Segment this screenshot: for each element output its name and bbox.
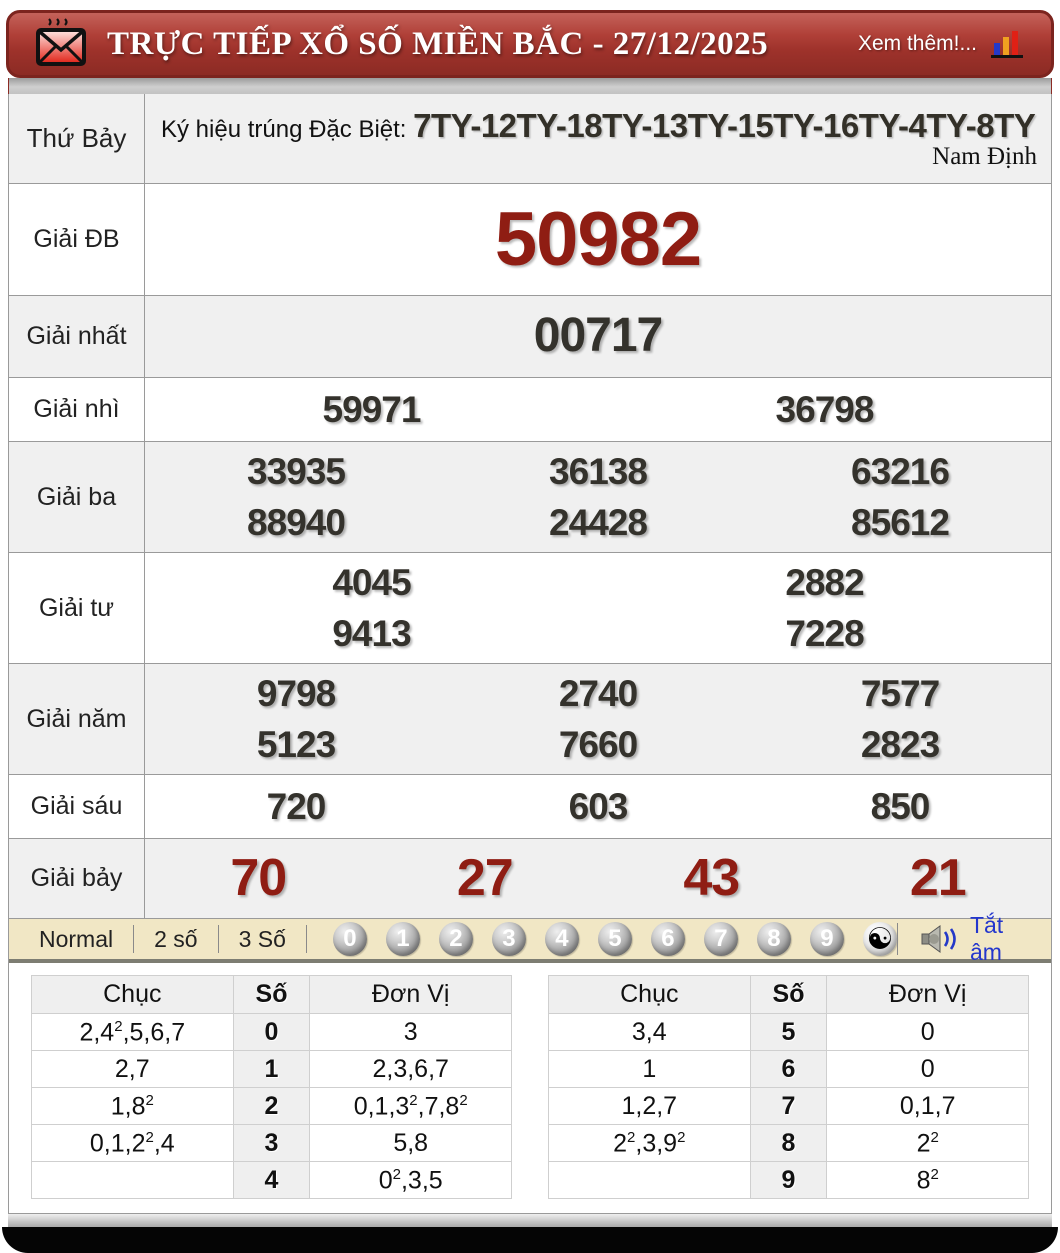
prize-number: 21: [909, 848, 966, 907]
donvi-cell: $2^2$: [827, 1125, 1029, 1162]
stats-row-7: [549, 1088, 1029, 1125]
header-bar: [6, 10, 1054, 78]
stats-row-2: [32, 1088, 512, 1125]
header-chuc: Chục: [549, 976, 751, 1014]
prize-number: 2823: [860, 724, 940, 766]
so-cell: 5: [750, 1014, 827, 1051]
donvi-cell: 0: [827, 1051, 1029, 1088]
prize-values: [145, 553, 1051, 663]
digit-ball-2[interactable]: 2: [439, 922, 473, 956]
results-panel: [8, 94, 1052, 1214]
prize-number: 70: [230, 848, 287, 907]
chuc-cell: 2,7: [32, 1051, 234, 1088]
prize-number: 43: [683, 848, 740, 907]
chuc-cell: $2^2,3,9^2$: [549, 1125, 751, 1162]
prize-label: Giải ĐB: [9, 184, 145, 295]
stats-row-5: [549, 1014, 1029, 1051]
value-line: [145, 305, 1051, 367]
stats-row-0: [32, 1014, 512, 1051]
donvi-cell: 0: [827, 1014, 1029, 1051]
chuc-cell: 0,1,2$^2$,4: [32, 1125, 234, 1162]
stats-table-right: [548, 975, 1029, 1199]
special-sign-label: Ký hiệu trúng Đặc Biệt:: [161, 116, 414, 143]
value-line: [145, 557, 1051, 608]
digit-ball-8[interactable]: 8: [757, 922, 791, 956]
so-cell: 3: [233, 1125, 310, 1162]
donvi-cell: 0,1,7: [827, 1088, 1029, 1125]
draw-info-row: [9, 94, 1051, 184]
donvi-cell: 2,3,6,7: [310, 1051, 512, 1088]
chuc-cell: 3,4: [549, 1014, 751, 1051]
prize-label: Giải bảy: [9, 839, 145, 918]
mode-normal[interactable]: Normal: [39, 925, 114, 952]
digit-balls: [333, 922, 897, 956]
mode-3-so[interactable]: 3 Số: [238, 925, 286, 952]
prize-label: Giải nhì: [9, 378, 145, 441]
prize-number: 850: [870, 785, 930, 827]
donvi-cell: $0^2,3,5$: [310, 1162, 512, 1199]
prize-label: Giải sáu: [9, 775, 145, 838]
prize-row-giai-nam: [9, 664, 1051, 775]
special-sign-cell: [145, 94, 1051, 183]
digit-ball-4[interactable]: 4: [545, 922, 579, 956]
prize-label: Giải tư: [9, 553, 145, 663]
page-title: TRỰC TIẾP XỔ SỐ MIỀN BẮC - 27/12/2025: [107, 25, 769, 62]
mute-label: Tắt âm: [969, 912, 1004, 966]
province-name: Nam Định: [932, 142, 1037, 170]
prize-values: [145, 184, 1051, 295]
prize-values: [145, 296, 1051, 377]
so-cell: 9: [750, 1162, 827, 1199]
yin-yang-icon[interactable]: ☯: [863, 922, 897, 956]
stats-row-3: [32, 1125, 512, 1162]
footer-bar: [2, 1227, 1058, 1253]
prize-number: 7660: [558, 724, 638, 766]
prize-number: 2740: [558, 673, 638, 715]
prize-row-giai-sau: [9, 775, 1051, 839]
prize-values: [145, 664, 1051, 774]
chuc-cell: $1,8^2$: [32, 1088, 234, 1125]
see-more-link[interactable]: Xem thêm!...: [857, 32, 977, 55]
digit-ball-9[interactable]: 9: [810, 922, 844, 956]
digit-stats: [9, 963, 1051, 1213]
prize-number: 33935: [247, 451, 345, 492]
lottery-page: [0, 10, 1060, 1240]
value-line: [145, 782, 1051, 832]
digit-ball-5[interactable]: 5: [598, 922, 632, 956]
footer-shadow-strip: [8, 1214, 1052, 1227]
donvi-cell: 5,8: [310, 1125, 512, 1162]
stats-row-9: [549, 1162, 1029, 1199]
envelope-icon: [35, 17, 87, 71]
prize-number: 50982: [494, 197, 702, 282]
prize-row-giai-ba: [9, 442, 1051, 553]
donvi-cell: 3: [310, 1014, 512, 1051]
stats-header-row: [549, 976, 1029, 1014]
value-line: [145, 668, 1051, 719]
chuc-cell: $2,4^2,5,6,7$: [32, 1014, 234, 1051]
prize-number: 5123: [256, 724, 336, 766]
prize-label: Giải nhất: [9, 296, 145, 377]
value-line: [145, 385, 1051, 435]
so-cell: 8: [750, 1125, 827, 1162]
prize-values: [145, 775, 1051, 838]
prize-values: [145, 442, 1051, 552]
prize-number: 27: [456, 848, 513, 907]
prize-row-giai-b: [9, 184, 1051, 296]
chuc-cell: 1: [549, 1051, 751, 1088]
prize-number: 63216: [851, 451, 949, 492]
header-so: Số: [233, 976, 310, 1014]
digit-ball-7[interactable]: 7: [704, 922, 738, 956]
prize-row-giai-nhi: [9, 378, 1051, 442]
prize-number: 603: [568, 785, 628, 827]
mute-toggle[interactable]: [897, 912, 1041, 966]
prize-number: 00717: [533, 309, 663, 363]
stats-row-8: [549, 1125, 1029, 1162]
so-cell: 0: [233, 1014, 310, 1051]
prize-number: 7577: [860, 673, 940, 715]
prize-number: 2882: [785, 562, 864, 604]
value-line: [145, 446, 1051, 497]
stats-row-1: [32, 1051, 512, 1088]
prize-number: 88940: [247, 502, 345, 544]
separator: [306, 925, 307, 953]
prize-number: 9798: [256, 673, 336, 715]
so-cell: 6: [750, 1051, 827, 1088]
special-sign-value: 7TY-12TY-18TY-13TY-15TY-16TY-4TY-8TY: [413, 107, 1036, 144]
prize-number: 85612: [851, 502, 949, 544]
prize-number: 36798: [775, 388, 874, 430]
prize-number: 36138: [549, 451, 647, 492]
value-line: [145, 845, 1051, 913]
draw-day: Thứ Bảy: [9, 94, 145, 183]
value-line: [145, 608, 1051, 659]
prize-row-giai-bay: [9, 839, 1051, 919]
stats-row-6: [549, 1051, 1029, 1088]
header-donvi: Đơn Vị: [827, 976, 1029, 1014]
prize-label: Giải năm: [9, 664, 145, 774]
so-cell: 4: [233, 1162, 310, 1199]
header-so: Số: [750, 976, 827, 1014]
header-chuc: Chục: [32, 976, 234, 1014]
prize-label: Giải ba: [9, 442, 145, 552]
header-donvi: Đơn Vị: [310, 976, 512, 1014]
donvi-cell: 0,1,3$^2$,7,8$^2$: [310, 1088, 512, 1125]
value-line: [145, 719, 1051, 770]
mode-2-so[interactable]: 2 số: [154, 925, 198, 952]
stats-header-row: [32, 976, 512, 1014]
prize-row-giai-nhat: [9, 296, 1051, 378]
prize-number: 4045: [332, 562, 411, 604]
digit-ball-6[interactable]: 6: [651, 922, 685, 956]
control-bar: [9, 912, 1051, 966]
digit-ball-1[interactable]: 1: [386, 922, 420, 956]
header-shadow-strip: [8, 78, 1052, 94]
prize-number: 24428: [549, 502, 647, 544]
prize-number: 720: [266, 785, 326, 827]
chuc-cell: [32, 1162, 234, 1199]
value-line: [145, 192, 1051, 287]
prize-values: [145, 378, 1051, 441]
so-cell: 7: [750, 1088, 827, 1125]
digit-ball-3[interactable]: 3: [492, 922, 526, 956]
digit-ball-0[interactable]: 0: [333, 922, 367, 956]
speaker-icon: [920, 924, 960, 954]
stats-row-4: [32, 1162, 512, 1199]
bar-chart-icon[interactable]: [989, 28, 1025, 60]
prize-number: 9413: [332, 613, 411, 655]
prize-rows: [9, 184, 1051, 919]
chuc-cell: 1,2,7: [549, 1088, 751, 1125]
donvi-cell: $8^2$: [827, 1162, 1029, 1199]
prize-number: 7228: [785, 613, 864, 655]
so-cell: 1: [233, 1051, 310, 1088]
prize-values: [145, 839, 1051, 918]
stats-table-left: [31, 975, 512, 1199]
mode-switcher: [19, 924, 306, 955]
so-cell: 2: [233, 1088, 310, 1125]
prize-number: 59971: [322, 388, 421, 430]
value-line: [145, 497, 1051, 548]
chuc-cell: [549, 1162, 751, 1199]
prize-row-giai-tu: [9, 553, 1051, 664]
